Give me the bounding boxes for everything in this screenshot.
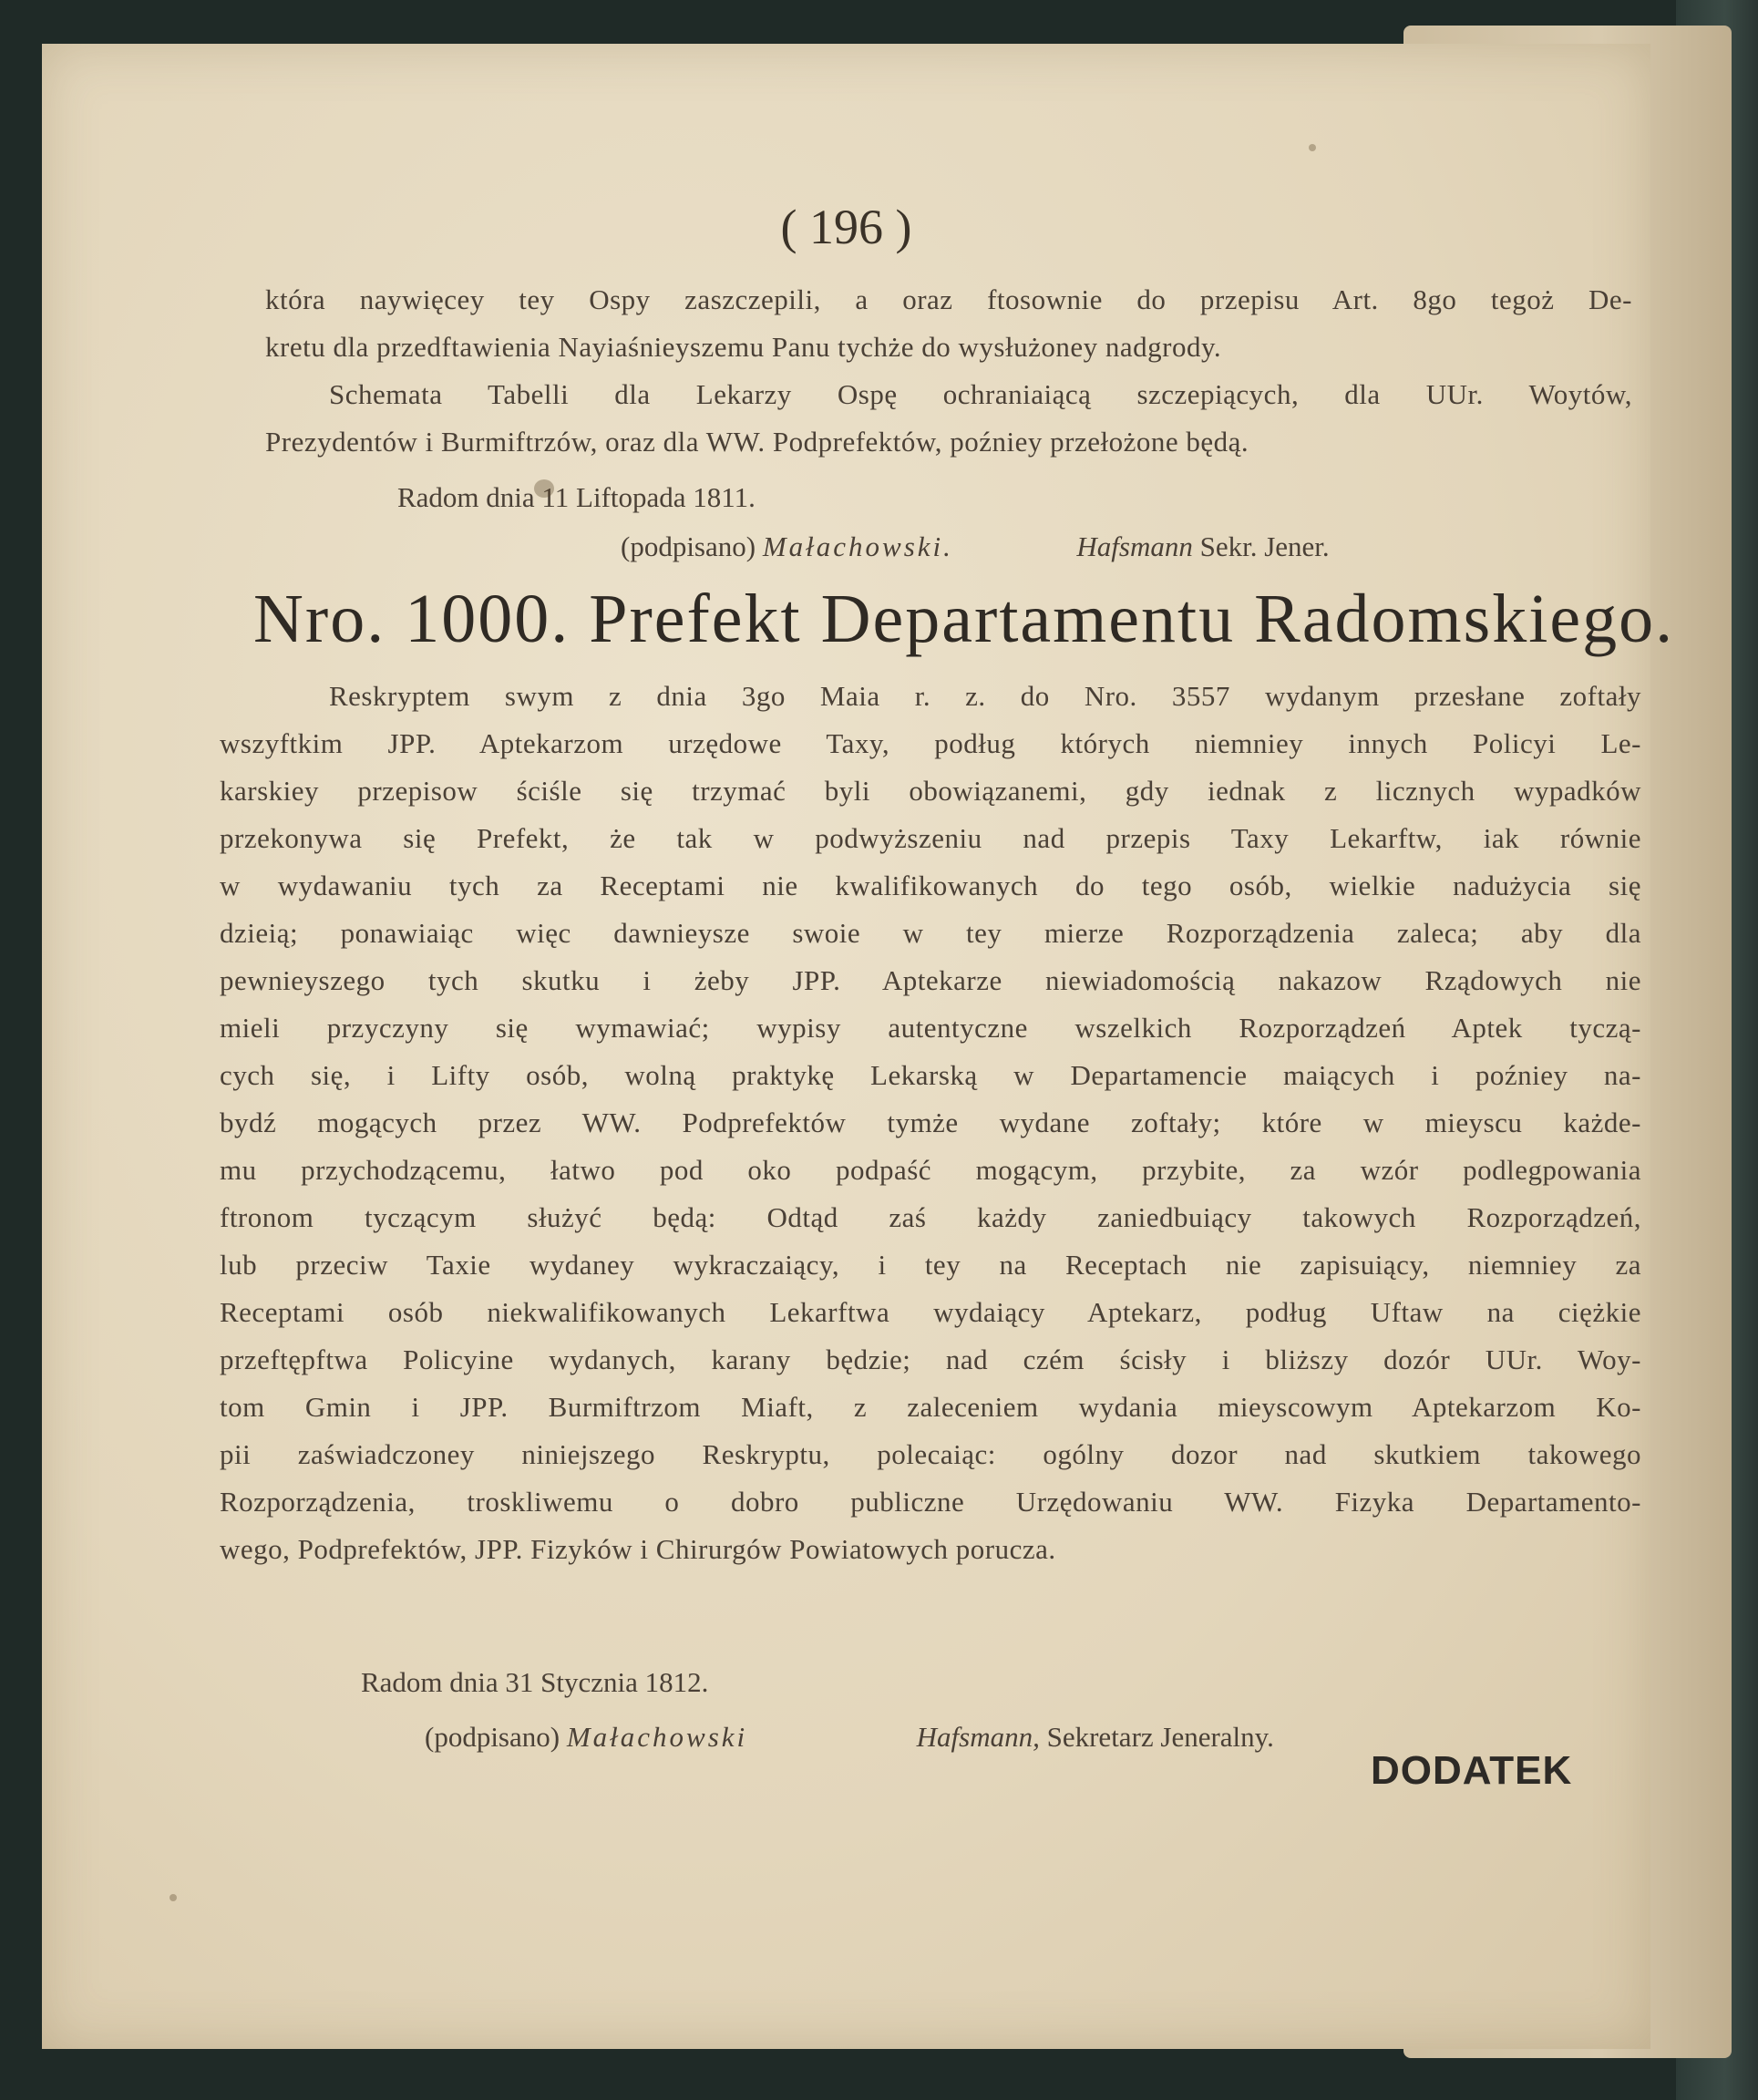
document-page	[42, 44, 1675, 2049]
secretary-name: Hafsmann,	[916, 1721, 1040, 1753]
text-line: w wydawaniu tych za Receptami nie kwalifikowanych do tego osób, wielkie nadużycia się	[220, 870, 1641, 901]
text-line: pewnieyszego tych skutku i żeby JPP. Aptekarze niewiadomością nakazow Rządowych nie	[220, 964, 1641, 996]
podpisano-label: (podpisano)	[621, 530, 756, 562]
text-line: Reskryptem swym z dnia 3go Maia r. z. do Nro. 3557 wydanym przesłane zoftały	[329, 680, 1641, 712]
signatory-name: Małachowski	[566, 1721, 748, 1753]
secretary-name: Hafsmann	[1076, 530, 1193, 562]
date-line: Radom dnia 11 Liftopada 1811.	[397, 481, 756, 513]
section-heading: Nro. 1000. Prefekt Departamentu Radomskiego.	[253, 581, 1675, 657]
catchword: DODATEK	[1371, 1748, 1573, 1793]
secretary-title: Sekr. Jener.	[1199, 530, 1330, 562]
text-line: ftronom tyczącym służyć będą: Odtąd zaś każdy zaniedbuiący takowych Rozporządzeń,	[220, 1201, 1641, 1233]
date-line: Radom dnia 31 Stycznia 1812.	[361, 1666, 709, 1698]
text-line: dzieią; ponawiaiąc więc dawnieysze swoie w tey mierze Rozporządzenia zaleca; aby dla	[220, 917, 1641, 949]
text-line: przeftępftwa Policyine wydanych, karany będzie; nad czém ścisły i bliższy dozór UUr. Woy-	[220, 1343, 1641, 1375]
secretary-title: Sekretarz Jeneralny.	[1046, 1721, 1274, 1753]
text-line: cych się, i Lifty osób, wolną praktykę Lekarską w Departamencie maiących i poźniey na-	[220, 1059, 1641, 1091]
text-line: Receptami osób niekwalifikowanych Lekarftwa wydaiący Aptekarz, podług Uftaw na ciężkie	[220, 1296, 1641, 1328]
ink-speck	[1309, 144, 1316, 151]
podpisano-label: (podpisano)	[425, 1721, 560, 1753]
text-line: która naywięcey tey Ospy zaszczepili, a oraz ftosownie do przepisu Art. 8go tegoż De-	[265, 283, 1632, 315]
paragraph-vaccination	[265, 276, 1632, 466]
text-line: karskiey przepisow ściśle się trzymać byli obowiązanemi, gdy iednak z licznych wypadków	[220, 775, 1641, 807]
text-line: mieli przyczyny się wymawiać; wypisy autentyczne wszelkich Rozporządzeń Aptek tyczą-	[220, 1012, 1641, 1044]
text-line: mu przychodzącemu, łatwo pod oko podpaść mogącym, przybite, za wzór podlegpowania	[220, 1154, 1641, 1186]
ink-blot	[534, 479, 554, 498]
text-line: lub przeciw Taxie wydaney wykraczaiący, i tey na Receptach nie zapisuiący, niemniey za	[220, 1249, 1641, 1281]
paragraph-prefect	[220, 673, 1641, 1573]
text-line: kretu dla przedftawienia Nayiaśnieyszemu Panu tychże do wysłużoney nadgrody.	[265, 331, 1222, 363]
text-line: tom Gmin i JPP. Burmiftrzom Miaft, z zaleceniem wydania mieyscowym Aptekarzom Ko-	[220, 1391, 1641, 1423]
ink-speck	[170, 1894, 177, 1901]
text-line: przekonywa się Prefekt, że tak w podwyższeniu nad przepis Taxy Lekarftw, iak równie	[220, 822, 1641, 854]
signature-line	[621, 521, 1605, 572]
text-line: wego, Podprefektów, JPP. Fizyków i Chirurgów Powiatowych porucza.	[220, 1533, 1056, 1565]
page-number: ( 196 )	[780, 200, 912, 254]
text-line: Schemata Tabelli dla Lekarzy Ospę ochraniaiącą szczepiących, dla UUr. Woytów,	[329, 378, 1632, 410]
text-line: pii zaświadczoney niniejszego Reskryptu, polecaiąc: ogólny dozor nad skutkiem takowego	[220, 1438, 1641, 1470]
signatory-name: Małachowski.	[762, 530, 953, 562]
text-line: Prezydentów i Burmiftrzów, oraz dla WW. Podprefektów, poźniey przełożone będą.	[265, 426, 1249, 458]
text-line: Rozporządzenia, troskliwemu o dobro publiczne Urzędowaniu WW. Fizyka Departamento-	[220, 1486, 1641, 1518]
text-line: bydź mogących przez WW. Podprefektów tymże wydane zoftały; które w mieyscu każde-	[220, 1107, 1641, 1138]
text-line: wszyftkim JPP. Aptekarzom urzędowe Taxy, podług których niemniey innych Policyi Le-	[220, 727, 1641, 759]
